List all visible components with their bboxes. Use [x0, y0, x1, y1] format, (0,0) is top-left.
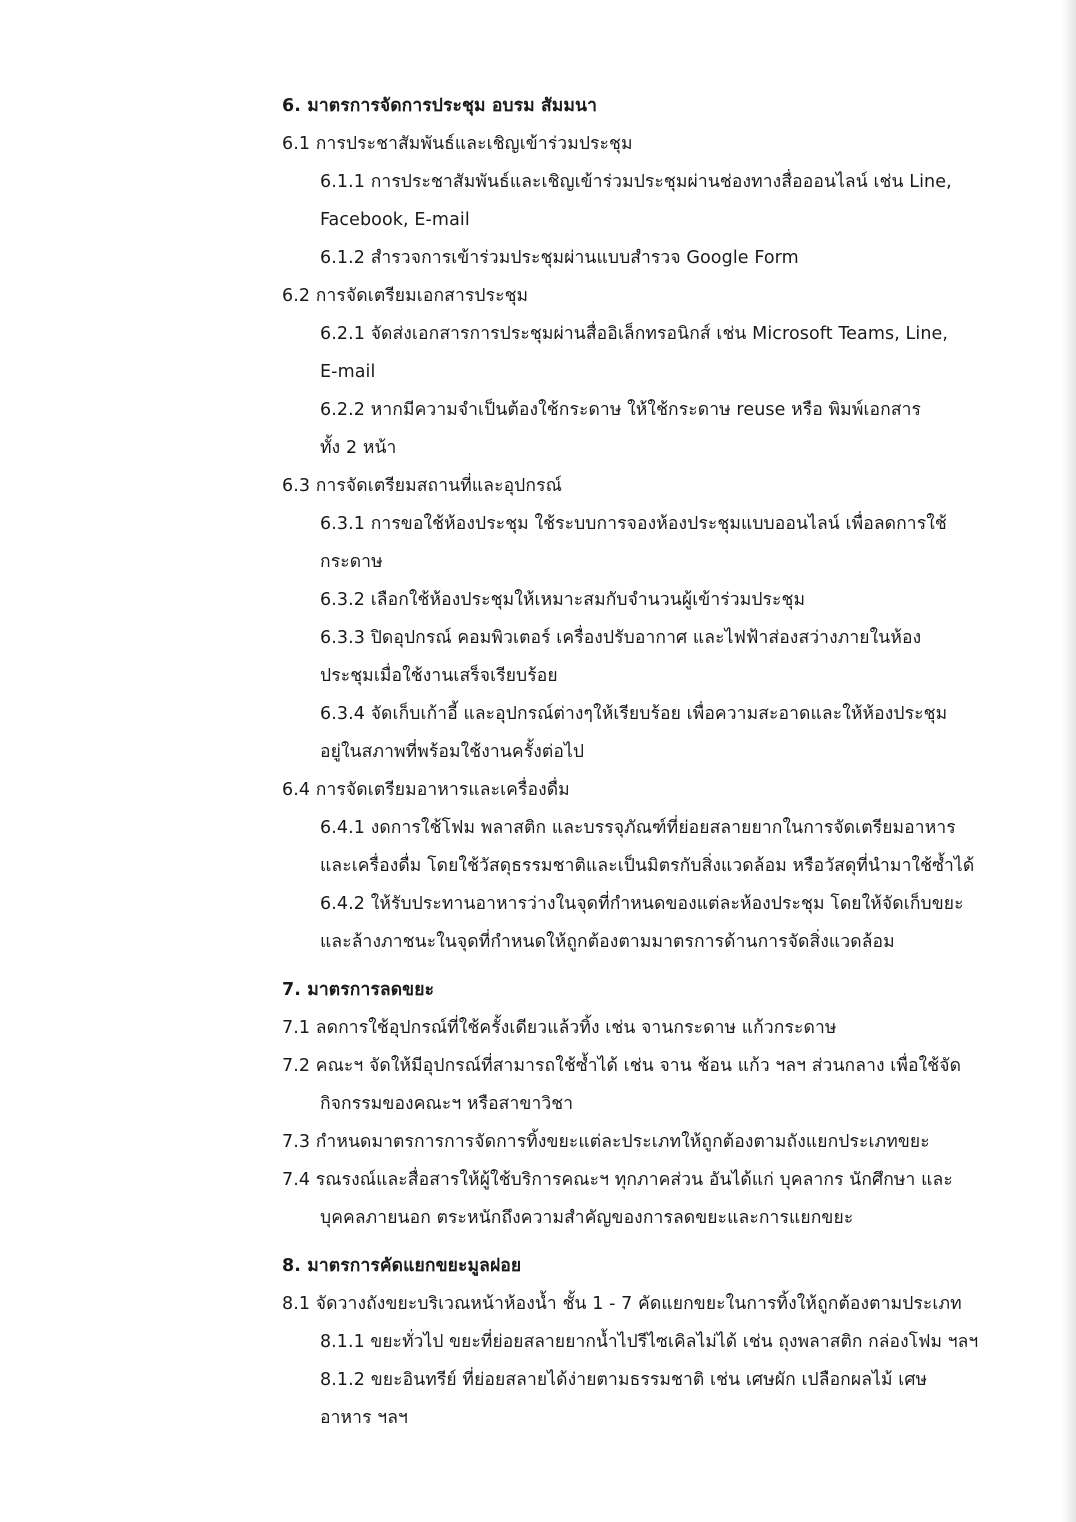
item-6-4-2-line-2: และล้างภาชนะในจุดที่กำหนดให้ถูกต้องตามมาตรการด้านการจัดสิ่งแวดล้อม — [320, 932, 895, 952]
item-8-1-2-line-2: อาหาร ฯลฯ — [320, 1408, 408, 1428]
item-7-4-line-1: 7.4 รณรงณ์และสื่อสารให้ผู้ใช้บริการคณะฯ ทุกภาคส่วน อันได้แก่ บุคลากร นักศึกษา และ — [282, 1170, 953, 1190]
item-6-4-2-line-1: 6.4.2 ให้รับประทานอาหารว่างในจุดที่กำหนดของแต่ละห้องประชุม โดยให้จัดเก็บขยะ — [320, 894, 964, 914]
item-6-3-2-line-1: 6.3.2 เลือกใช้ห้องประชุมให้เหมาะสมกับจำนวนผู้เข้าร่วมประชุม — [320, 590, 806, 610]
item-6-1-1-line-1: 6.1.1 การประชาสัมพันธ์และเชิญเข้าร่วมประชุมผ่านช่องทางสื่อออนไลน์ เช่น Line, — [320, 172, 952, 192]
item-7-2-line-2: กิจกรรมของคณะฯ หรือสาขาวิชา — [320, 1094, 574, 1114]
item-6-3-3-line-1: 6.3.3 ปิดอุปกรณ์ คอมพิวเตอร์ เครื่องปรับอากาศ และไฟฟ้าส่องสว่างภายในห้อง — [320, 628, 922, 648]
item-7-4-line-2: บุคคลภายนอก ตระหนักถึงความสำคัญของการลดขยะและการแยกขยะ — [320, 1208, 854, 1228]
subsection-6-2-title: 6.2 การจัดเตรียมเอกสารประชุม — [282, 286, 529, 306]
item-6-4-1-line-1: 6.4.1 งดการใช้โฟม พลาสติก และบรรจุภัณฑ์ที่ย่อยสลายยากในการจัดเตรียมอาหาร — [320, 818, 956, 838]
item-6-2-1-line-1: 6.2.1 จัดส่งเอกสารการประชุมผ่านสื่ออิเล็กทรอนิกส์ เช่น Microsoft Teams, Line, — [320, 324, 949, 344]
item-8-1-2-line-1: 8.1.2 ขยะอินทรีย์ ที่ย่อยสลายได้ง่ายตามธรรมชาติ เช่น เศษผัก เปลือกผลไม้ เศษ — [320, 1370, 928, 1390]
item-6-2-2-line-1: 6.2.2 หากมีความจำเป็นต้องใช้กระดาษ ให้ใช้กระดาษ reuse หรือ พิมพ์เอกสาร — [320, 400, 922, 420]
item-6-4-1-line-2: และเครื่องดื่ม โดยใช้วัสดุธรรมชาติและเป็นมิตรกับสิ่งแวดล้อม หรือวัสดุที่นำมาใช้ซ้ำได้ — [320, 856, 975, 876]
subsection-6-1-title: 6.1 การประชาสัมพันธ์และเชิญเข้าร่วมประชุม — [282, 134, 633, 154]
subsection-6-3-title: 6.3 การจัดเตรียมสถานที่และอุปกรณ์ — [282, 476, 562, 496]
section-8-heading: 8. มาตรการคัดแยกขยะมูลฝอย — [282, 1256, 522, 1276]
item-7-3-line-1: 7.3 กำหนดมาตรการการจัดการทิ้งขยะแต่ละประเภทให้ถูกต้องตามถังแยกประเภทขยะ — [282, 1132, 930, 1152]
item-6-3-4-line-2: อยู่ในสภาพที่พร้อมใช้งานครั้งต่อไป — [320, 742, 585, 762]
section-6-heading: 6. มาตรการจัดการประชุม อบรม สัมมนา — [282, 96, 598, 116]
item-6-1-1-line-2: Facebook, E-mail — [320, 210, 470, 230]
subsection-8-1-title: 8.1 จัดวางถังขยะบริเวณหน้าห้องน้ำ ชั้น 1 - 7 คัดแยกขยะในการทิ้งให้ถูกต้องตามประเภท — [282, 1294, 962, 1314]
item-6-3-1-line-2: กระดาษ — [320, 552, 383, 572]
item-6-3-1-line-1: 6.3.1 การขอใช้ห้องประชุม ใช้ระบบการจองห้องประชุมแบบออนไลน์ เพื่อลดการใช้ — [320, 514, 947, 534]
subsection-6-4-title: 6.4 การจัดเตรียมอาหารและเครื่องดื่ม — [282, 780, 570, 800]
item-7-2-line-1: 7.2 คณะฯ จัดให้มีอุปกรณ์ที่สามารถใช้ซ้ำได้ เช่น จาน ช้อน แก้ว ฯลฯ ส่วนกลาง เพื่อใช้จัด — [282, 1056, 962, 1076]
item-6-2-2-line-2: ทั้ง 2 หน้า — [320, 438, 397, 458]
item-6-3-4-line-1: 6.3.4 จัดเก็บเก้าอี้ และอุปกรณ์ต่างๆให้เรียบร้อย เพื่อความสะอาดและให้ห้องประชุม — [320, 704, 948, 724]
item-7-1-line-1: 7.1 ลดการใช้อุปกรณ์ที่ใช้ครั้งเดียวแล้วทิ้ง เช่น จานกระดาษ แก้วกระดาษ — [282, 1018, 837, 1038]
section-7-heading: 7. มาตรการลดขยะ — [282, 980, 435, 1000]
item-8-1-1-line-1: 8.1.1 ขยะทั่วไป ขยะที่ย่อยสลายยากน้ำไปรีไซเคิลไม่ได้ เช่น ถุงพลาสติก กล่องโฟม ฯลฯ — [320, 1332, 979, 1352]
item-6-3-3-line-2: ประชุมเมื่อใช้งานเสร็จเรียบร้อย — [320, 666, 558, 686]
item-6-2-1-line-2: E-mail — [320, 362, 376, 382]
item-6-1-2-line-1: 6.1.2 สำรวจการเข้าร่วมประชุมผ่านแบบสำรวจ Google Form — [320, 248, 799, 268]
